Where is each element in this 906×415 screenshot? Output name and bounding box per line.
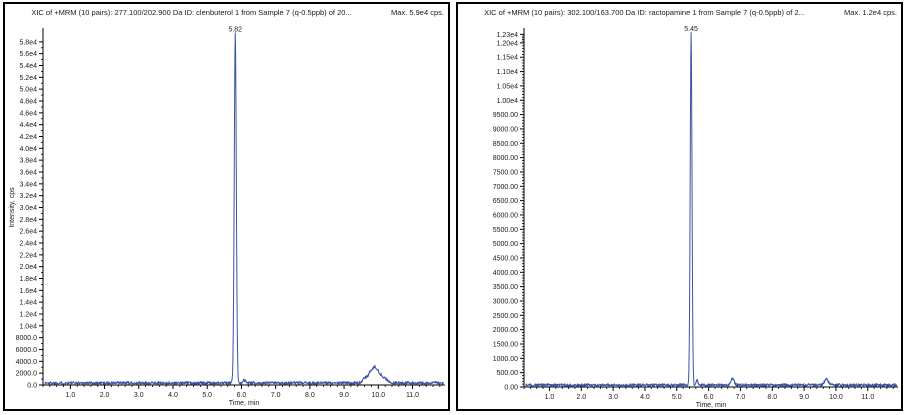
y-tick-label: 2.6e4 <box>19 228 37 236</box>
y-tick-label: 1000.00 <box>492 355 518 363</box>
y-tick-label: 3500.00 <box>492 284 518 292</box>
x-tick-label: 6.0 <box>236 392 247 399</box>
y-tick-label: 2.2e4 <box>19 252 37 260</box>
y-tick-label: 6000.00 <box>492 212 518 220</box>
y-tick-label: 7000.00 <box>492 183 518 191</box>
y-tick-label: 1.10e4 <box>496 69 518 77</box>
max-intensity-label: Max. 1.2e4 cps. <box>844 8 897 17</box>
y-tick-label: 0.0 <box>27 382 37 390</box>
y-tick-label: 1.15e4 <box>496 54 518 62</box>
y-tick-label: 4.8e4 <box>19 98 37 106</box>
x-tick-label: 8.0 <box>767 394 778 401</box>
x-tick-label: 2.0 <box>99 392 110 399</box>
y-tick-label: 1.0e4 <box>19 323 37 331</box>
y-tick-label: 8500.00 <box>492 140 518 148</box>
chromatogram-trace <box>45 33 444 385</box>
y-tick-label: 5.8e4 <box>19 39 37 47</box>
x-tick-label: 3.0 <box>608 394 618 401</box>
y-tick-label: 6000.0 <box>15 347 37 354</box>
x-tick-label: 2.0 <box>576 394 587 401</box>
y-tick-label: 1.00e4 <box>496 97 518 105</box>
y-tick-label: 5.0e4 <box>19 86 37 94</box>
chromatogram-panel-ractopamine <box>456 2 903 411</box>
chromatogram-panel-clenbuterol <box>3 2 450 411</box>
y-tick-label: 3.6e4 <box>19 169 37 177</box>
y-tick-label: 3.2e4 <box>19 193 37 201</box>
y-tick-label: 3.0e4 <box>19 205 37 212</box>
chromatogram-trace <box>526 33 897 387</box>
x-tick-label: 5.0 <box>671 394 682 401</box>
x-tick-label: 7.0 <box>735 394 746 401</box>
y-tick-label: 1.05e4 <box>496 83 518 91</box>
y-tick-label: 4000.0 <box>15 358 37 366</box>
y-tick-label: 3000.00 <box>492 298 518 306</box>
peak-label: 5.45 <box>684 26 698 34</box>
x-tick-label: 9.0 <box>799 394 809 401</box>
y-tick-label: 4500.00 <box>492 255 518 263</box>
y-tick-label: 3.8e4 <box>19 157 37 165</box>
y-tick-label: 500.00 <box>496 370 518 378</box>
y-tick-label: 1.4e4 <box>19 299 37 307</box>
x-tick-label: 5.0 <box>202 392 213 399</box>
y-tick-label: 4.2e4 <box>19 134 37 141</box>
x-tick-label: 9.0 <box>339 392 349 399</box>
y-tick-label: 2500.00 <box>492 312 518 320</box>
x-tick-label: 3.0 <box>133 392 144 399</box>
y-tick-label: 5.2e4 <box>19 74 37 82</box>
y-tick-label: 1.8e4 <box>19 276 37 283</box>
y-tick-label: 1500.00 <box>492 341 518 349</box>
y-tick-label: 3.4e4 <box>19 181 37 189</box>
y-tick-label: 8000.00 <box>492 155 518 163</box>
y-tick-label: 9500.00 <box>492 112 518 120</box>
y-tick-label: 0.00 <box>504 384 518 392</box>
y-tick-label: 1.6e4 <box>19 287 37 295</box>
x-axis-title: Time, min <box>695 402 727 409</box>
y-tick-label: 5500.00 <box>492 226 518 234</box>
chromatogram-plot <box>458 4 901 409</box>
y-tick-label: 9000.00 <box>492 126 518 134</box>
panel-title: XIC of +MRM (10 pairs): 277.100/202.900 Da ID: clenbuterol 1 from Sample 7 (q-0.5ppb) of 20... <box>31 8 352 17</box>
x-tick-label: 4.0 <box>640 394 650 401</box>
y-tick-label: 1.23e4 <box>496 31 518 39</box>
y-tick-label: 2000.0 <box>15 370 37 378</box>
chromatogram-plot <box>5 4 448 409</box>
y-tick-label: 1.2e4 <box>19 311 37 319</box>
peak-label: 5.82 <box>228 26 243 34</box>
y-tick-label: 5000.00 <box>492 241 518 249</box>
y-tick-label: 4000.00 <box>492 269 518 277</box>
y-tick-label: 2.8e4 <box>19 216 37 224</box>
y-tick-label: 4.4e4 <box>19 122 37 130</box>
y-tick-label: 4.0e4 <box>19 145 37 153</box>
x-tick-label: 11.0 <box>861 394 875 401</box>
x-tick-label: 7.0 <box>270 392 281 399</box>
max-intensity-label: Max. 5.9e4 cps. <box>391 8 444 17</box>
y-tick-label: 6500.00 <box>492 198 518 206</box>
y-tick-label: 5.4e4 <box>19 63 37 70</box>
y-tick-label: 2000.00 <box>492 327 518 335</box>
x-tick-label: 8.0 <box>304 392 315 399</box>
y-tick-label: 2.4e4 <box>19 240 37 248</box>
x-tick-label: 6.0 <box>703 394 714 401</box>
y-tick-label: 5.6e4 <box>19 51 37 59</box>
x-tick-label: 1.0 <box>544 394 555 401</box>
x-tick-label: 10.0 <box>829 394 843 401</box>
y-tick-label: 8000.0 <box>15 335 37 343</box>
y-tick-label: 4.6e4 <box>19 110 37 118</box>
panel-title: XIC of +MRM (10 pairs): 302.100/163.700 Da ID: ractopamine 1 from Sample 7 (q-0.5ppb) of 2... <box>484 8 805 17</box>
x-tick-label: 10.0 <box>371 392 386 399</box>
y-tick-label: 1.20e4 <box>496 40 518 48</box>
x-tick-label: 4.0 <box>168 392 178 399</box>
x-axis-title: Time, min <box>228 400 260 407</box>
y-tick-label: 7500.00 <box>492 169 518 177</box>
y-axis-title: Intensity, cps <box>9 187 16 228</box>
y-tick-label: 2.0e4 <box>19 264 37 272</box>
x-tick-label: 1.0 <box>65 392 76 399</box>
x-tick-label: 11.0 <box>405 392 420 399</box>
